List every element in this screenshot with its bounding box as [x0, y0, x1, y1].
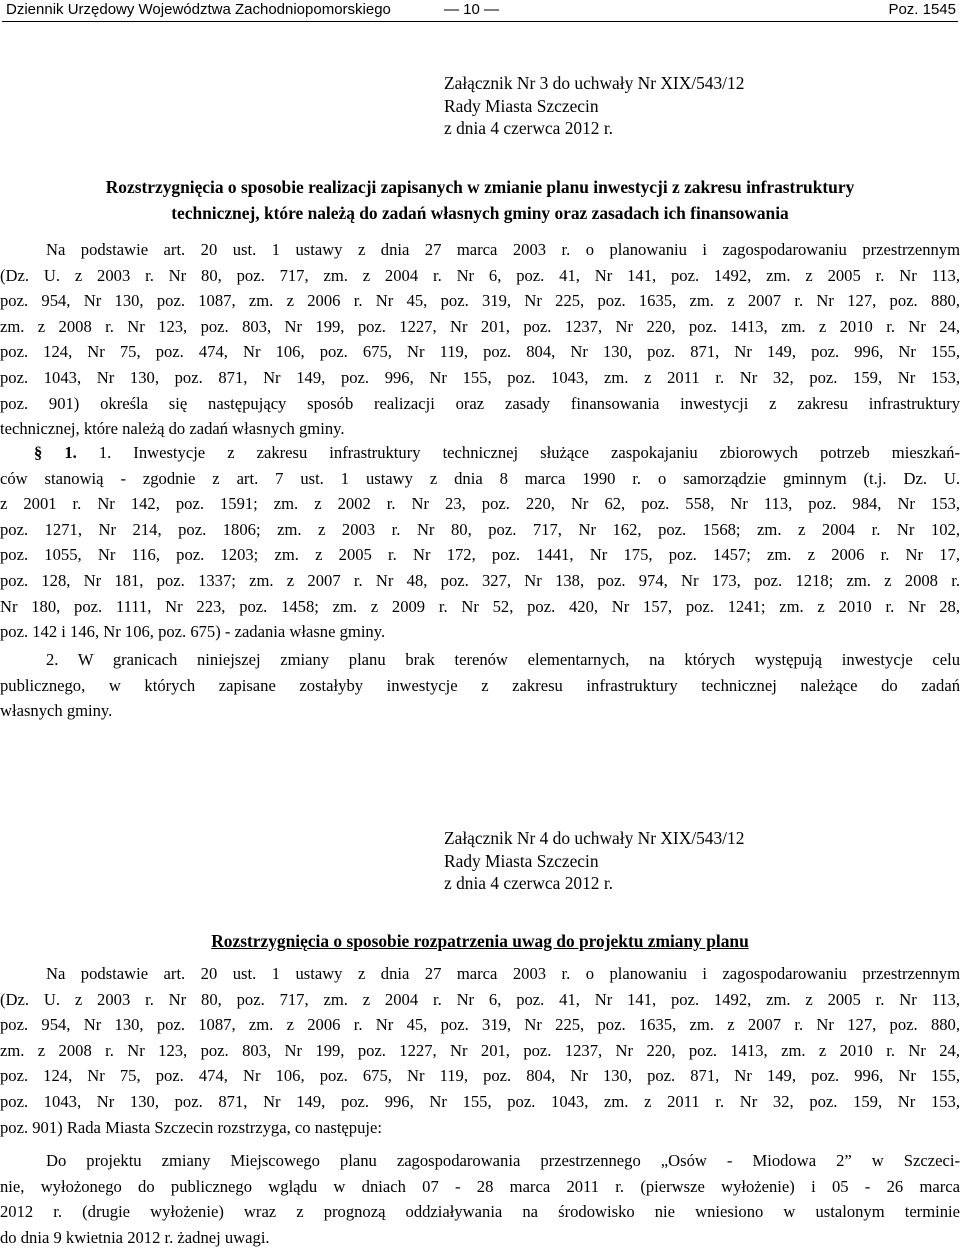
text-line: poz. 1055, Nr 116, poz. 1203; zm. z 2005 r. Nr 172, poz. 1441, Nr 175, poz. 1457; zm. z 2006 r. Nr 17,: [0, 545, 960, 565]
text-line: 1. Inwestycje z zakresu infrastruktury technicznej służące zaspokajaniu zbiorowych potrzeb mieszkań-: [98, 443, 960, 462]
annex3-line1: Załącznik Nr 3 do uchwały Nr XIX/543/12: [444, 73, 745, 93]
text-line: zm. z 2008 r. Nr 123, poz. 803, Nr 199, poz. 1227, Nr 201, poz. 1237, Nr 220, poz. 1413, zm. z 2010 r. Nr 24,: [0, 316, 960, 336]
text-line: Do projektu zmiany Miejscowego planu zagospodarowania przestrzennego „Osów - Miodowa 2” w Szczeci-: [46, 1151, 960, 1170]
text-line: poz. 1043, Nr 130, poz. 871, Nr 149, poz. 996, Nr 155, poz. 1043, zm. z 2011 r. Nr 32, poz. 159, Nr 153,: [0, 367, 960, 387]
text-line: ców stanowią - zgodnie z art. 7 ust. 1 ustawy z dnia 8 marca 1990 r. o samorządzie gminnym (t.j. Dz. U.: [0, 468, 960, 488]
annex4-heading: [444, 827, 744, 895]
annex3-point2-paragraph: [0, 647, 960, 724]
position-number: Poz. 1545: [888, 1, 956, 18]
publication-title: Dziennik Urzędowy Województwa Zachodniopomorskiego: [6, 1, 391, 18]
text-line: (Dz. U. z 2003 r. Nr 80, poz. 717, zm. z 2004 r. Nr 6, poz. 41, Nr 141, poz. 1492, zm. z 2005 r. Nr 113,: [0, 989, 960, 1009]
text-line: poz. 901) Rada Miasta Szczecin rozstrzyga, co następuje:: [0, 1117, 382, 1137]
text-line: 2012 r. (drugie wyłożenie) wraz z prognozą oddziaływania na środowisko nie wniesiono w ustalonym terminie: [0, 1202, 960, 1222]
text-line: publicznego, w których zapisane zostałyby inwestycje z zakresu infrastruktury technicznej należące do zadań: [0, 675, 960, 695]
page-number: — 10 —: [444, 1, 500, 18]
section-marker: § 1.: [34, 443, 77, 462]
text-line: poz. 124, Nr 75, poz. 474, Nr 106, poz. 675, Nr 119, poz. 804, Nr 130, poz. 871, Nr 149, poz. 996, Nr 155,: [0, 1066, 960, 1086]
text-line: nie, wyłożonego do publicznego wglądu w dniach 07 - 28 marca 2011 r. (pierwsze wyłożenie) i 05 - 26 marca: [0, 1176, 960, 1196]
text-line: poz. 954, Nr 130, poz. 1087, zm. z 2006 r. Nr 45, poz. 319, Nr 225, poz. 1635, zm. z 2007 r. Nr 127, poz. 880,: [0, 1015, 960, 1035]
text-line: Nr 180, poz. 1111, Nr 223, poz. 1458; zm. z 2009 r. Nr 52, poz. 420, Nr 157, poz. 1241; zm. z 2010 r. Nr 28,: [0, 596, 960, 616]
annex3-title-line1: Rozstrzygnięcia o sposobie realizacji zapisanych w zmianie planu inwestycji z zakresu infrastruktury: [105, 177, 855, 197]
annex4-line3: z dnia 4 czerwca 2012 r.: [444, 873, 613, 894]
text-line: technicznej, które należą do zadań własnych gminy.: [0, 419, 345, 439]
text-line: do dnia 9 kwietnia 2012 r. żadnej uwagi.: [0, 1227, 270, 1247]
text-line: poz. 1271, Nr 214, poz. 1806; zm. z 2003 r. Nr 80, poz. 717, Nr 162, poz. 1568; zm. z 2004 r. Nr 102,: [0, 519, 960, 539]
text-line: poz. 1043, Nr 130, poz. 871, Nr 149, poz. 996, Nr 155, poz. 1043, zm. z 2011 r. Nr 32, poz. 159, Nr 153,: [0, 1091, 960, 1111]
text-line: poz. 142 i 146, Nr 106, poz. 675) - zadania własne gminy.: [0, 622, 386, 642]
annex3-line3: z dnia 4 czerwca 2012 r.: [444, 118, 613, 139]
annex3-title-line2: technicznej, które należą do zadań własnych gminy oraz zasadach ich finansowania: [171, 202, 789, 223]
text-line: Na podstawie art. 20 ust. 1 ustawy z dnia 27 marca 2003 r. o planowaniu i zagospodarowaniu przestrzennym: [46, 240, 960, 259]
text-line: zm. z 2008 r. Nr 123, poz. 803, Nr 199, poz. 1227, Nr 201, poz. 1237, Nr 220, poz. 1413, zm. z 2010 r. Nr 24,: [0, 1040, 960, 1060]
annex4-line2: Rady Miasta Szczecin: [444, 850, 599, 871]
annex3-title: [0, 175, 960, 226]
annex3-point1-paragraph: [0, 440, 960, 645]
annex4-title: [0, 929, 960, 955]
annex4-line1: Załącznik Nr 4 do uchwały Nr XIX/543/12: [444, 828, 745, 848]
annex4-basis-paragraph: [0, 961, 960, 1140]
text-line: 2. W granicach niniejszej zmiany planu brak terenów elementarnych, na których występują inwestycje celu: [46, 650, 960, 669]
annex4-title-text: Rozstrzygnięcia o sposobie rozpatrzenia uwag do projektu zmiany planu: [211, 931, 749, 951]
text-line: własnych gminy.: [0, 701, 113, 721]
text-line: poz. 128, Nr 181, poz. 1337; zm. z 2007 r. Nr 48, poz. 327, Nr 138, poz. 974, Nr 173, poz. 1218; zm. z 2008 r.: [0, 570, 960, 590]
page-header: [6, 0, 956, 20]
annex4-resolution-paragraph: [0, 1148, 960, 1250]
text-line: poz. 901) określa się następujący sposób realizacji oraz zasady finansowania inwestycji z zakresu infrastruktury: [0, 393, 960, 413]
text-line: poz. 954, Nr 130, poz. 1087, zm. z 2006 r. Nr 45, poz. 319, Nr 225, poz. 1635, zm. z 2007 r. Nr 127, poz. 880,: [0, 291, 960, 311]
annex3-heading: [444, 72, 744, 140]
text-line: Na podstawie art. 20 ust. 1 ustawy z dnia 27 marca 2003 r. o planowaniu i zagospodarowaniu przestrzennym: [46, 964, 960, 983]
annex3-line2: Rady Miasta Szczecin: [444, 95, 599, 116]
header-rule: [2, 21, 958, 22]
annex3-basis-paragraph: [0, 237, 960, 442]
text-line: z 2001 r. Nr 142, poz. 1591; zm. z 2002 r. Nr 23, poz. 220, Nr 62, poz. 558, Nr 113, poz. 984, Nr 153,: [0, 494, 960, 514]
text-line: poz. 124, Nr 75, poz. 474, Nr 106, poz. 675, Nr 119, poz. 804, Nr 130, poz. 871, Nr 149, poz. 996, Nr 155,: [0, 342, 960, 362]
text-line: (Dz. U. z 2003 r. Nr 80, poz. 717, zm. z 2004 r. Nr 6, poz. 41, Nr 141, poz. 1492, zm. z 2005 r. Nr 113,: [0, 265, 960, 285]
